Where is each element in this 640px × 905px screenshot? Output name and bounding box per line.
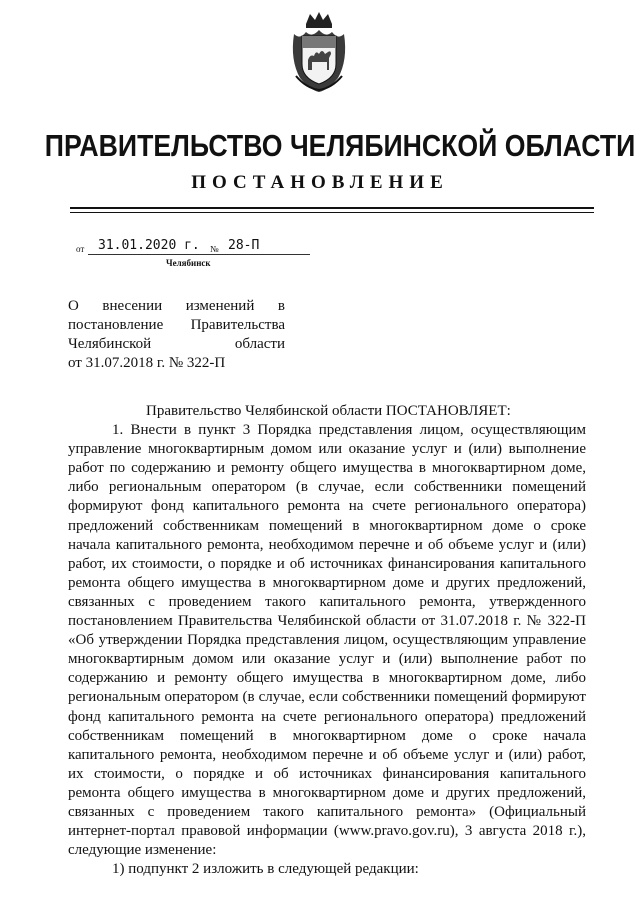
number-label: № <box>210 244 219 254</box>
preamble: Правительство Челябинской области ПОСТАНОВЛЯЕТ: <box>146 403 511 419</box>
dateline-underline <box>88 254 310 255</box>
coat-of-arms-emblem <box>286 10 352 94</box>
subject-line: постановление Правительства <box>68 317 285 333</box>
document-city: Челябинск <box>166 258 211 268</box>
subject-line: Челябинской области <box>68 336 285 352</box>
document-type-title: ПОСТАНОВЛЕНИЕ <box>191 172 449 193</box>
paragraph-1: 1. Внести в пункт 3 Порядка представления лицом, осуществляющим управление многоквартирным домом или оказание услуг и (или) выполнение работ по содержанию и ремонту общего имущества в многоквартирном доме, либо региональным оператором (в случае, если собственники помещений формируют фонд капитального ремонта на счете регионального оператора) предложений собственникам помещений в многоквартирном доме о сроке начала капитального ремонта, необходимом перечне и об объеме услуг и (или) работ, их стоимости, о порядке и об источниках финансирования капитального ремонта общего имущества в многоквартирном доме и других предложений, связанных с проведением такого капитального ремонта, утвержденного постановлением Правительства Челябинской области от 31.07.2018 г. № 322-П «Об утверждении Порядка представления лицом, осуществляющим управление многоквартирным домом или оказание услуг и (или) выполнение работ по содержанию и ремонту общего имущества в многоквартирном доме, либо региональным оператором (в случае, если собственники помещений формируют фонд капитального ремонта на счете регионального оператора) предложений собственникам помещений в многоквартирном доме о сроке начала капитального ремонта, необходимом перечне и об объеме услуг и (или) работ, их стоимости, о порядке и об источниках финансирования капитального ремонта общего имущества в многоквартирном доме и других предложений, связанных с проведением такого капитального ремонта» (Официальный интернет-портал правовой информации (www.pravo.gov.ru), 3 августа 2018 г.), следующие изменение: <box>68 422 586 859</box>
document-number: 28-П <box>228 238 260 253</box>
government-title: ПРАВИТЕЛЬСТВО ЧЕЛЯБИНСКОЙ ОБЛАСТИ <box>44 128 636 163</box>
document-dateline <box>76 238 306 260</box>
subject-line: от 31.07.2018 г. № 322-П <box>68 355 226 371</box>
date-from-label: от <box>76 244 85 254</box>
document-body <box>68 402 586 879</box>
header-divider-thin <box>70 212 594 213</box>
document-date: 31.01.2020 г. <box>98 238 200 253</box>
subitem-1: 1) подпункт 2 изложить в следующей редакции: <box>112 861 419 878</box>
header-divider-thick <box>70 207 594 209</box>
document-subject <box>68 297 285 373</box>
subject-line: О внесении изменений в <box>68 298 285 314</box>
